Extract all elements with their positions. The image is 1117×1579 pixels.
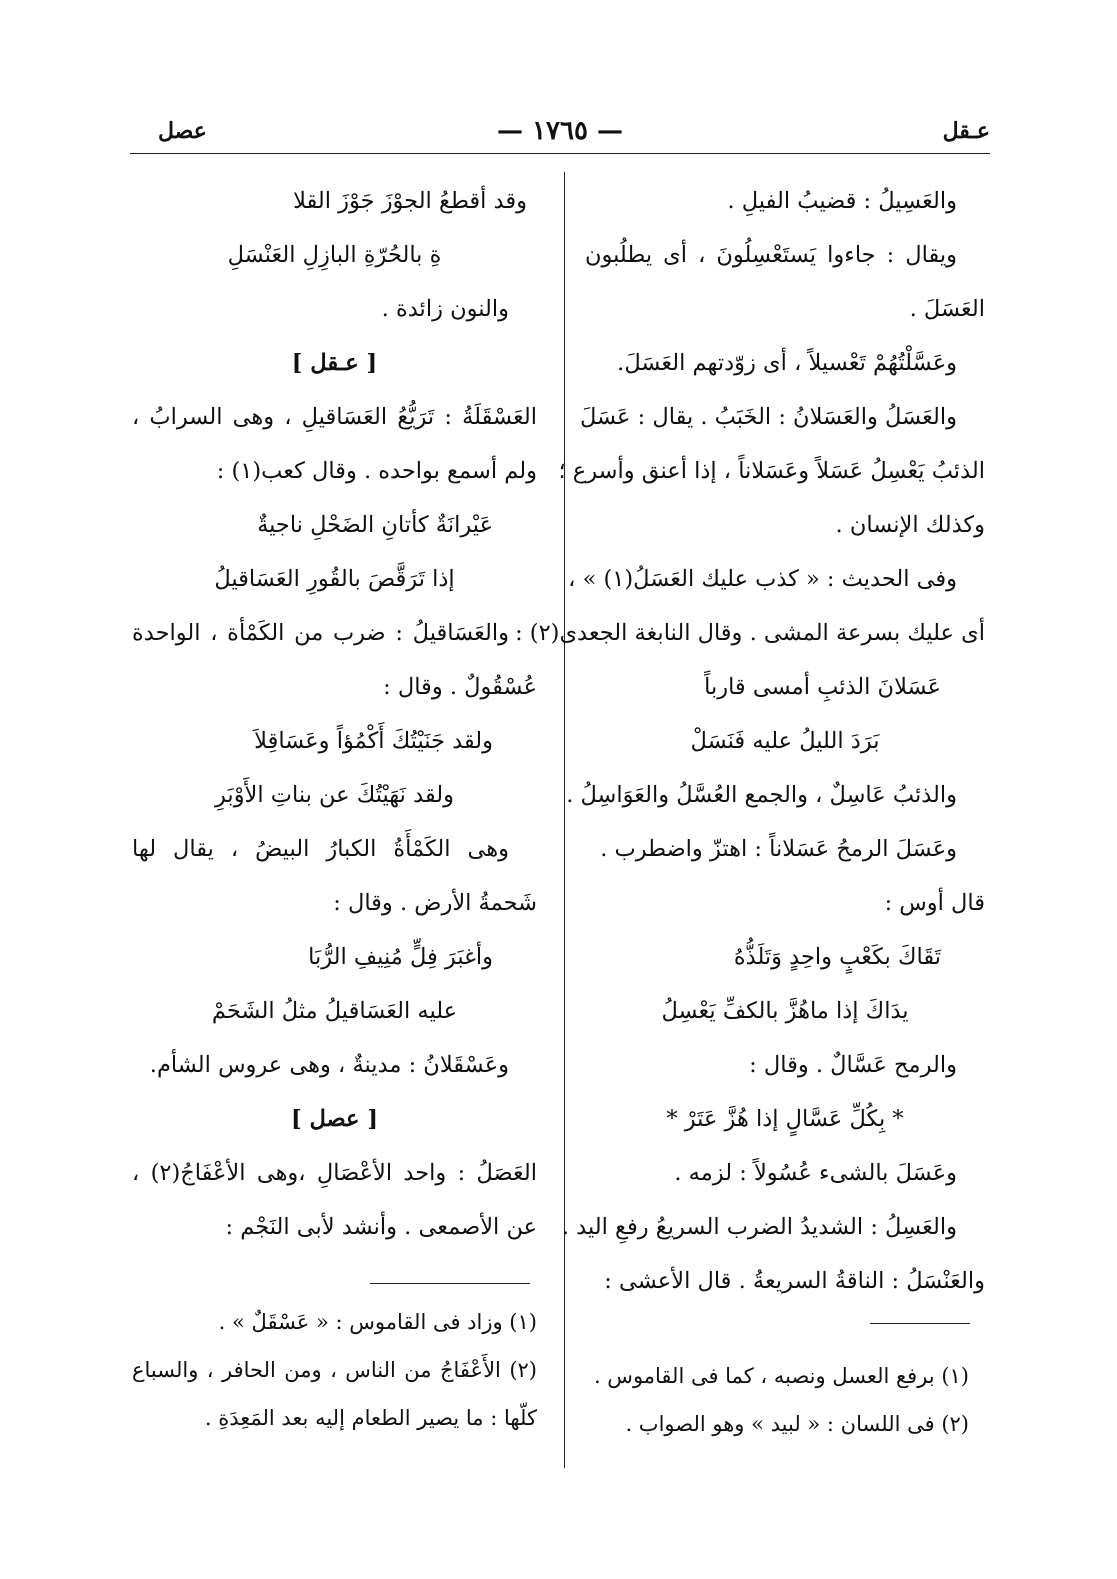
- poem-verse: عَسَلانَ الذئبِ أمسى قارباً: [704, 674, 941, 700]
- footnote: (١) وزاد فى القاموس : « عَسْقَلٌ » .: [218, 1310, 537, 1334]
- header-root-right: عـقل: [942, 118, 990, 144]
- entry-line: والذئبُ عَاسِلٌ ، والجمع العُسَّلُ والعَوَاسِلُ .: [566, 782, 957, 808]
- footnote: (١) برفع العسل ونصبه ، كما فى القاموس .: [593, 1364, 969, 1388]
- entry-line: عُسْقُولٌ . وقال :: [383, 674, 537, 700]
- entry-line: الذئبُ يَعْسِلُ عَسَلاً وعَسَلاناً ، إذا أعنق وأسرع ؛: [558, 458, 985, 484]
- poem-verse: وقد أقطعُ الجوْزَ جَوْزَ القلا: [293, 188, 527, 214]
- entry-line: العَسْقَلَةُ : تَرَيُّعُ العَسَاقيلِ ، وهى السرابُ ،: [132, 404, 537, 430]
- entry-line: وفى الحديث : « كذب عليك العَسَلُ(١) » ،: [568, 566, 957, 592]
- footnotes-right: [579, 1352, 969, 1448]
- entry-line: وعَسَلَ الرمحُ عَسَلاناً : اهتزّ واضطرب .: [600, 836, 957, 862]
- poem-verse: ولقد نَهَيْتُكَ عن بناتِ الأَوْبَرِ: [215, 782, 454, 808]
- entry-line: العَصَلُ : واحد الأعْصَالِ ،وهى الأعْفَاجُ(٢) ،: [132, 1160, 537, 1186]
- poem-verse: إذا تَرَقَّصَ بالقُورِ العَسَاقيلُ: [214, 566, 455, 592]
- entry-line: ولم أسمع بواحده . وقال كعب(١) :: [216, 458, 537, 484]
- entry-line: والعَسَلُ والعَسَلانُ : الخَبَبُ . يقال : عَسَلَ: [579, 404, 957, 430]
- column-divider: [564, 172, 565, 1468]
- entry-line: وكذلك الإنسان .: [835, 512, 985, 538]
- poem-verse: يدَاكَ إذا ماهُزَّ بالكفِّ يَعْسِلُ: [661, 998, 909, 1024]
- right-column: [515, 174, 985, 1308]
- footnote: (٢) فى اللسان : « لبيد » وهو الصواب .: [625, 1412, 969, 1436]
- section-heading: [ عصل ]: [291, 1106, 378, 1132]
- poem-verse: عليه العَسَاقيلُ مثلُ الشَحَمْ: [211, 998, 458, 1024]
- entry-line: شَحمةُ الأرض . وقال :: [333, 890, 537, 916]
- entry-line: وعَسَلَ بالشىء عُسُولاً : لزمه .: [674, 1160, 957, 1186]
- footnote: (٢) الأَعْفَاجُ من الناس ، ومن الحافر ، والسباع: [132, 1358, 537, 1382]
- footnote: كلّها : ما يصير الطعام إليه بعد المَعِدَةِ .: [204, 1406, 537, 1430]
- left-column: [132, 174, 537, 1254]
- entry-line: والعَسِيلُ : قضيبُ الفيلِ .: [727, 188, 957, 214]
- entry-line: والعَسَاقيلُ : ضرب من الكَمْأة ، الواحدة: [132, 620, 509, 646]
- entry-line: وعَسَّلْتُهُمْ تَعْسيلاً ، أى زوّدتهم العَسَلَ.: [617, 350, 957, 376]
- entry-line: والرمح عَسَّالٌ . وقال :: [749, 1052, 957, 1078]
- section-heading: [ عـقل ]: [291, 350, 378, 376]
- poem-verse: عَيْرانَةٌ كأتانِ الضَحْلِ ناجيةٌ: [257, 512, 493, 538]
- entry-line: أى عليك بسرعة المشى . وقال النابغة الجعدى(٢) :: [515, 620, 985, 646]
- entry-line: العَسَلَ .: [909, 296, 985, 322]
- entry-line: قال أوس :: [884, 890, 985, 916]
- footnote-rule-right: [870, 1323, 970, 1324]
- entry-line: والعَسِلُ : الشديدُ الضرب السريعُ رفعِ اليد .: [561, 1214, 957, 1240]
- entry-line: وهى الكَمْأَةُ الكبارُ البيضُ ، يقال لها: [132, 836, 509, 862]
- poem-verse: تَقَاكَ بكَعْبٍ واحِدٍ وَتَلَذُّهُ: [733, 944, 941, 970]
- page-header: [130, 118, 990, 158]
- poem-verse: ةِ بالحُرّةِ البازِلِ العَنْسَلِ: [227, 242, 442, 268]
- entry-line: ويقال : جاءوا يَستَعْسِلُونَ ، أى يطلُبون: [585, 242, 957, 268]
- entry-line: والعَنْسَلُ : الناقةُ السريعةُ . قال الأعشى :: [604, 1268, 985, 1294]
- header-rule: [130, 153, 990, 154]
- footnote-rule-left: [370, 1283, 530, 1284]
- poem-verse: * بِكُلِّ عَسَّالٍ إذا هُزَّ عَتَرْ *: [666, 1106, 904, 1132]
- header-root-left: عصل: [158, 118, 207, 144]
- poem-verse: وأغبَرَ فِلٍّ مُنِيفِ الرُّبَا: [308, 944, 493, 970]
- entry-line: عن الأصمعى . وأنشد لأبى النَجْم :: [225, 1214, 537, 1240]
- poem-verse: بَرَدَ الليلُ عليه فَنَسَلْ: [690, 728, 880, 754]
- poem-verse: ولقد جَنَيْتُكَ أَكْمُؤاً وعَسَاقِلاَ: [254, 728, 493, 754]
- entry-line: والنون زائدة .: [381, 296, 509, 322]
- entry-line: وعَسْقَلانُ : مدينةٌ ، وهى عروس الشأم.: [149, 1052, 509, 1078]
- page-number: — ١٧٦٥ —: [497, 116, 623, 146]
- footnotes-left: [132, 1298, 537, 1442]
